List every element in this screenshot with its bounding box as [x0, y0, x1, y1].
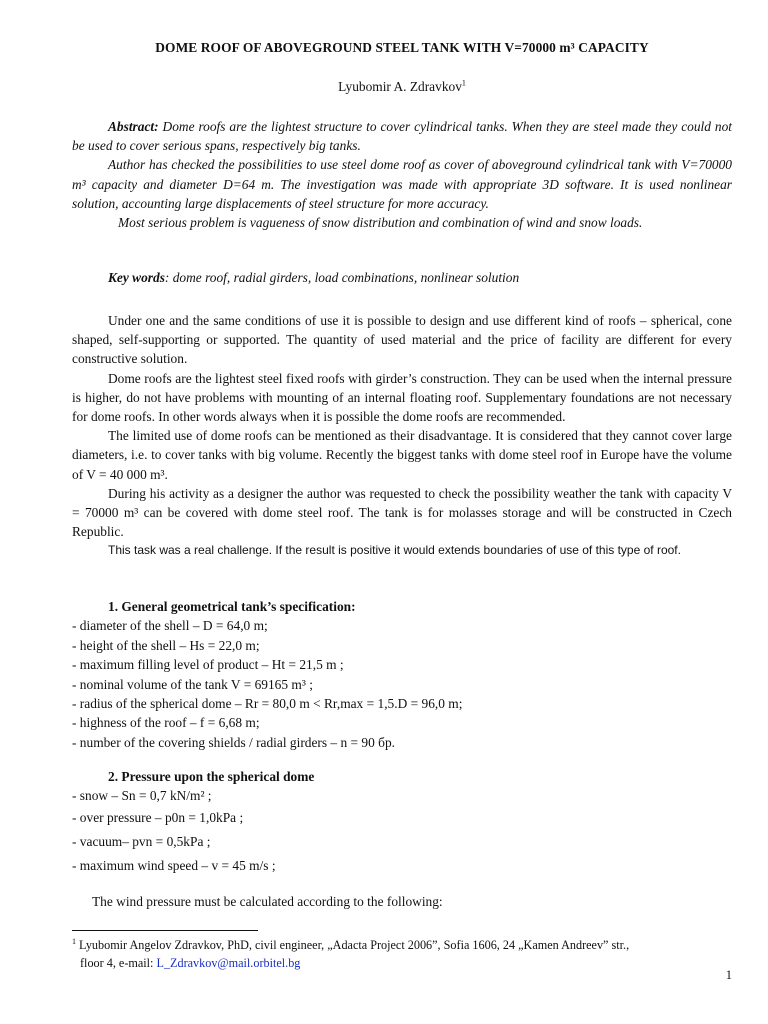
spec-item: - maximum filling level of product – Ht = 21,5 m ; [72, 657, 344, 673]
spec-item: - diameter of the shell – D = 64,0 m; [72, 618, 268, 634]
load-item: - maximum wind speed – v = 45 m/s ; [72, 857, 276, 873]
spec-item: - radius of the spherical dome – Rr = 80,0 m < Rr,max = 1,5.D = 96,0 m; [72, 696, 463, 712]
author-footnote-mark: 1 [461, 78, 466, 88]
keywords-text: : dome roof, radial girders, load combinations, nonlinear solution [164, 270, 520, 285]
spec-item: - highness of the roof – f = 6,68 m; [72, 715, 260, 731]
load-item: - vacuum– pvn = 0,5kPa ; [72, 833, 211, 849]
abstract-paragraph-1 [72, 117, 732, 155]
load-item: - over pressure – p0n = 1,0kPa ; [72, 809, 244, 825]
body-paragraph-1: Under one and the same conditions of use it is possible to design and use different kind of roofs – spherical, cone shaped, self-supporting or supported. The quantity of used material and the price of facility are different for every constructive solution. [72, 313, 732, 367]
footnote-divider [72, 930, 258, 931]
spec-item: - nominal volume of the tank V = 69165 m³ ; [72, 676, 313, 692]
paper-title: DOME ROOF OF ABOVEGROUND STEEL TANK WITH V=70000 m³ CAPACITY [155, 40, 649, 55]
load-item: - snow – Sn = 0,7 kN/m² ; [72, 788, 212, 804]
body-paragraph-4: During his activity as a designer the author was requested to check the possibility weather the tank with capacity V = 70000 m³ can be covered with dome steel roof. The tank is for molasses storage and will be constructed in Czech Republic. [72, 485, 732, 540]
author-line [72, 79, 732, 95]
keywords [108, 270, 728, 286]
footnote-email-prefix: floor 4, e-mail: [80, 956, 157, 970]
abstract-label: Abstract: [108, 119, 159, 134]
page-number: 1 [725, 968, 732, 982]
spec-item: - height of the shell – Hs = 22,0 m; [72, 637, 260, 653]
abstract-paragraph-3: Most serious problem is vagueness of snow distribution and combination of wind and snow loads. [118, 215, 643, 231]
footnote-mark: 1 [72, 936, 76, 946]
body-paragraph-2: Dome roofs are the lightest steel fixed roofs with girder’s construction. They can be used when the internal pressure is higher, do not have problems with mounting of an internal floating roof. Supplementary foundations are not necessary for dome roofs. In other words always when it is possible the dome roofs are recommended. [72, 370, 732, 425]
section-2-heading: 2. Pressure upon the spherical dome [108, 769, 315, 784]
section-1-heading: 1. General geometrical tank’s specification: [108, 599, 356, 614]
introduction [72, 311, 732, 561]
footnote-line-1 [72, 936, 732, 954]
email-link[interactable]: L_Zdravkov@mail.orbitel.bg [156, 956, 301, 970]
footnote [72, 936, 732, 972]
body-paragraph-3: The limited use of dome roofs can be mentioned as their disadvantage. It is considered that they cannot cover large diameters, i.e. to cover tanks with big volume. Recently the biggest tanks with dome steel roof in Europe have the volume of V = 40 000 m³. [72, 428, 732, 482]
section-pressure [72, 767, 732, 878]
footnote-text: Lyubomir Angelov Zdravkov, PhD, civil engineer, „Adacta Project 2006”, Sofia 1606, 24 „Kamen Andreev” str., [79, 938, 630, 952]
keywords-label: Key words [108, 270, 165, 285]
section-geometry [72, 597, 732, 752]
body-paragraph-5: This task was a real challenge. If the result is positive it would extends boundaries of use of this type of roof. [108, 543, 681, 558]
footnote-line-2 [72, 954, 732, 972]
abstract [72, 117, 732, 232]
abstract-text-1: Dome roofs are the lightest structure to cover cylindrical tanks. When they are steel made they could not be used to cover serious spans, respectively big tanks. [72, 119, 732, 154]
author-name: Lyubomir A. Zdravkov [338, 79, 462, 94]
abstract-paragraph-2: Author has checked the possibilities to use steel dome roof as cover of aboveground cylindrical tank with V=70000 m³ capacity and diameter D=64 m. The investigation was made with appropriate 3D software. It is used nonlinear solution, accounting large displacements of steel structure for more accuracy. [72, 157, 732, 211]
wind-text: The wind pressure must be calculated according to the following: [92, 894, 443, 909]
spec-item: - number of the covering shields / radial girders – n = 90 бр. [72, 734, 396, 750]
